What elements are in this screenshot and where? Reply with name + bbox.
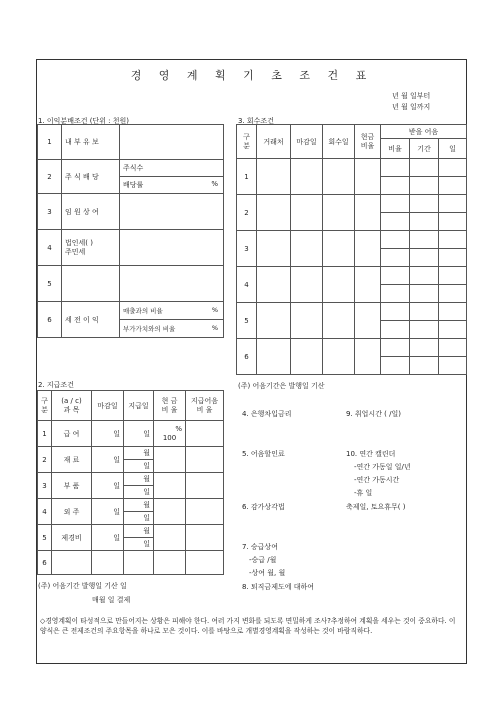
item-depreciation: 6. 감가상각법 [242,503,285,511]
s2-note2: 매월 일 결제 [92,596,131,604]
profit-distribution-table [37,124,224,338]
s1-row-value[interactable] [120,230,224,266]
s3-header-bill-group: 받을 어음 [381,125,467,139]
section2-heading: 2. 지급조건 [38,381,74,389]
s2-close[interactable]: 일 [92,421,124,447]
s1-row-label: 법인세( ) 주민세 [62,230,120,266]
s2-close[interactable]: 일 [92,473,124,499]
s2-header-gubun: 구 분 [38,391,52,421]
item-holiday-detail: 축제일, 토요휴무( ) [346,503,406,511]
s2-bill[interactable] [186,421,224,447]
item-discount-fee: 5. 어음할인료 [242,450,285,458]
collection-terms-table [236,124,467,375]
s3-row-no: 4 [237,267,257,303]
s1-row-no: 3 [38,194,62,230]
s2-cash[interactable] [154,499,186,525]
s2-note: (주) 어음기간 발행일 기산 일 [38,582,127,590]
s2-bill[interactable] [186,447,224,473]
s2-bill[interactable] [186,525,224,551]
s2-row-label: 재 료 [52,447,92,473]
s1-row-value[interactable] [120,194,224,230]
s1-row-no: 6 [38,302,62,338]
s2-close[interactable]: 일 [92,525,124,551]
s2-row-label: 제경비 [52,525,92,551]
s2-row-no: 1 [38,421,52,447]
s2-row-label: 급 여 [52,421,92,447]
s2-pay-month[interactable]: 월 [124,499,154,512]
item-annual-days: -연간 가동일 일/년 [354,463,411,471]
item-annual-hours: -연간 가동시간 [354,476,400,484]
period-from: 년 월 일부터 [392,92,431,100]
item-promotion-bonus: 7. 승급상여 [242,543,278,551]
s2-pay-day[interactable]: 일 [124,512,154,525]
s2-cash[interactable] [154,473,186,499]
s1-sub-dividend-rate[interactable]: 배당률 % [120,177,224,194]
section1-heading: 1. 이익분배조건 (단위 : 천원) [38,117,130,125]
s2-row-no: 2 [38,447,52,473]
item-retirement: 8. 퇴직금제도에 대하여 [242,583,314,591]
s2-bill[interactable] [186,473,224,499]
s2-pay-month[interactable]: 월 [124,473,154,486]
s2-pay-month[interactable]: 월 [124,447,154,460]
s2-pay[interactable]: 일 [124,421,154,447]
s3-header-bill-ratio: 비율 [381,139,410,159]
s3-row-no: 6 [237,339,257,375]
s2-bill[interactable] [186,499,224,525]
s1-row-no: 5 [38,266,62,302]
s2-cash[interactable] [154,447,186,473]
s1-sub-value-added-ratio[interactable]: 부가가치와의 비율 % [120,320,224,338]
s2-header-pay: 지급일 [124,391,154,421]
item-bonus: -상여 월, 월 [249,569,286,577]
period-to: 년 월 일까지 [392,103,431,111]
s3-header-bill-period: 기간 [410,139,439,159]
s1-row-value[interactable] [120,125,224,160]
s1-row-label: 세 전 이 익 [62,302,120,338]
s3-row-no: 2 [237,195,257,231]
page-title: 경 영 계 획 기 초 조 건 표 [130,69,374,82]
item-promotion: -승급 /월 [249,556,277,564]
s1-row-value[interactable] [120,266,224,302]
item-work-hours: 9. 취업시간 ( /일) [346,410,401,418]
s1-row-label: 내 부 유 보 [62,125,120,160]
s1-row-no: 2 [38,160,62,194]
s2-row-label [52,551,92,575]
s3-row-no: 3 [237,231,257,267]
s1-row-label [62,266,120,302]
section3-heading: 3. 회수조건 [238,117,274,125]
s2-row-no: 4 [38,499,52,525]
item-holidays: -휴 일 [354,489,373,497]
s3-header-bill-day: 일 [439,139,467,159]
s2-cash[interactable]: % 100 [154,421,186,447]
s2-cash[interactable] [154,525,186,551]
s2-header-cash: 현 금 비 율 [154,391,186,421]
item-bank-rate: 4. 은행차입금리 [242,410,292,418]
s2-pay-day[interactable]: 일 [124,460,154,473]
s2-row-no: 6 [38,551,52,575]
s3-header-cash: 현금 비율 [355,125,381,159]
s3-header-client: 거래처 [257,125,291,159]
s3-note: (주) 어음기간은 발행일 기산 [238,382,325,390]
s2-pay-day[interactable]: 일 [124,538,154,551]
s2-header-item: (a / c) 과 목 [52,391,92,421]
s2-header-close: 마감일 [92,391,124,421]
item-annual-calendar: 10. 연간 캘린더 [346,450,396,458]
s2-header-bill: 지급어음 비 율 [186,391,224,421]
s3-row-no: 5 [237,303,257,339]
s2-row-no: 3 [38,473,52,499]
payment-terms-table [37,390,224,575]
s1-sub-sales-ratio[interactable]: 매출과의 비율 % [120,302,224,320]
s2-pay-day[interactable]: 일 [124,486,154,499]
s2-close[interactable]: 일 [92,447,124,473]
s1-row-no: 1 [38,125,62,160]
s3-header-collect: 회수일 [323,125,355,159]
s3-header-gubun: 구 분 [237,125,257,159]
s2-row-no: 5 [38,525,52,551]
s1-sub-shares[interactable]: 주식수 [120,160,224,177]
s1-row-no: 4 [38,230,62,266]
footnote: ◇경영계획이 타성적으로 만들어지는 상황은 피해야 한다. 여러 가지 변화를 되도록 면밀하게 조사?추정하여 계획을 세우는 것이 중요하다. 이 양식은 큰 전제조건의 주요항목을 하나로 모은 것이다. 이를 바탕으로 개별경영계획을 작성하는 것이 바람직하다. [40,617,456,635]
s1-row-label: 주 식 배 당 [62,160,120,194]
s1-row-label: 임 원 상 여 [62,194,120,230]
s2-pay-month[interactable]: 월 [124,525,154,538]
s3-header-close: 마감일 [291,125,323,159]
s2-row-label: 외 주 [52,499,92,525]
s3-row-no: 1 [237,159,257,195]
s2-close[interactable]: 일 [92,499,124,525]
s2-row-label: 부 품 [52,473,92,499]
